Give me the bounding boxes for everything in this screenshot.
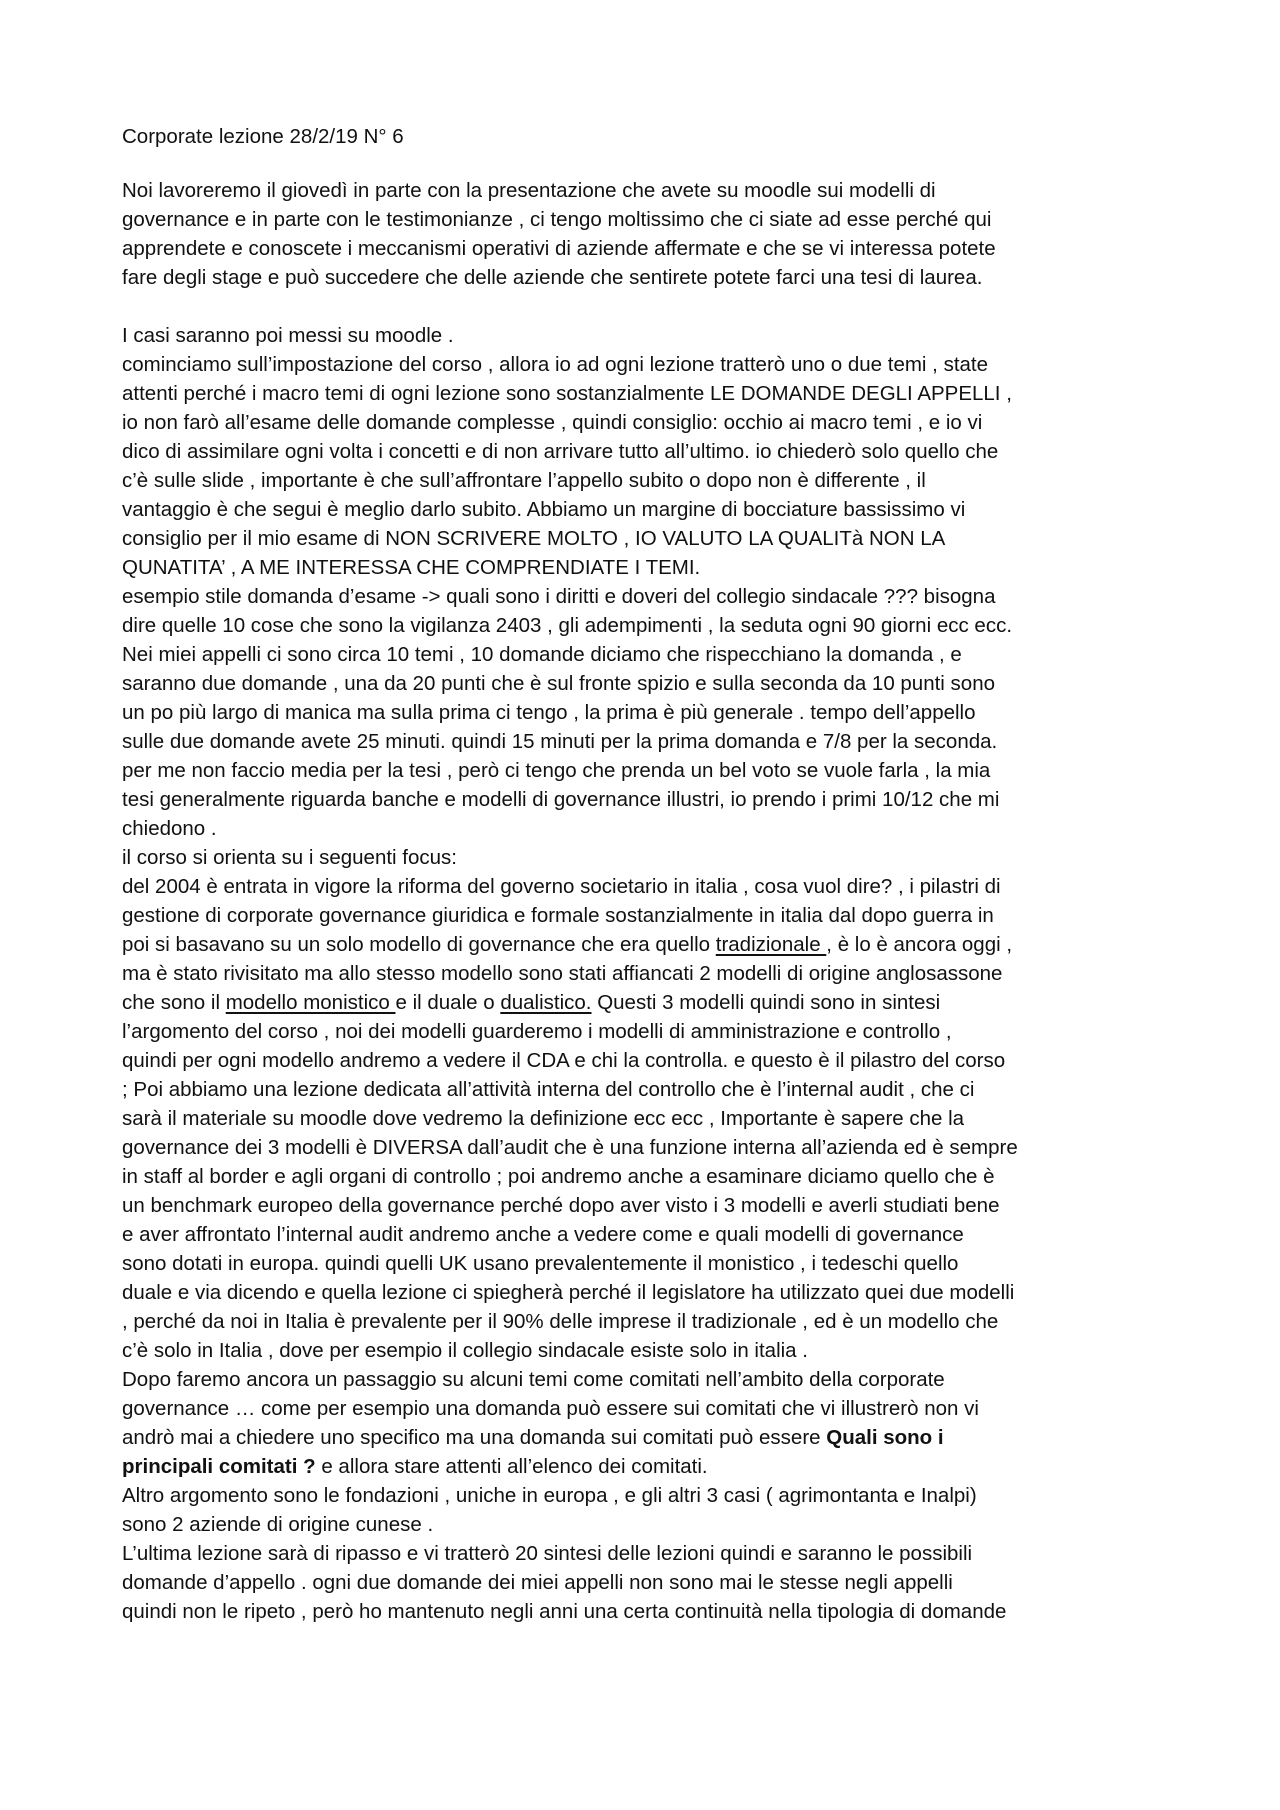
text-line bbox=[122, 379, 1182, 408]
text-line bbox=[122, 234, 1182, 263]
text-line bbox=[122, 640, 1182, 669]
text-run: dire quelle 10 cose che sono la vigilanza 2403 , gli adempimenti , la seduta ogni 90 giorni ecc ecc. bbox=[122, 614, 1013, 637]
text-run: attenti perché i macro temi di ogni lezione sono sostanzialmente LE DOMANDE DEGLI APPELLI , bbox=[122, 382, 1012, 405]
paragraph bbox=[122, 321, 1182, 1626]
text-line bbox=[122, 553, 1182, 582]
text-run: e aver affrontato l’internal audit andremo anche a vedere come e quali modelli di governance bbox=[122, 1223, 964, 1246]
text-line bbox=[122, 1510, 1182, 1539]
text-line bbox=[122, 321, 1182, 350]
text-line bbox=[122, 495, 1182, 524]
text-run: governance dei 3 modelli è DIVERSA dall’audit che è una funzione interna all’azienda ed è sempre bbox=[122, 1136, 1018, 1159]
text-run: sono dotati in europa. quindi quelli UK usano prevalentemente il monistico , i tedeschi quello bbox=[122, 1252, 959, 1275]
text-run: cominciamo sull’impostazione del corso , allora io ad ogni lezione tratterò uno o due temi , state bbox=[122, 353, 989, 376]
text-line bbox=[122, 1597, 1182, 1626]
text-run: sulle due domande avete 25 minuti. quindi 15 minuti per la prima domanda e 7/8 per la seconda. bbox=[122, 730, 998, 753]
text-run: consiglio per il mio esame di NON SCRIVERE MOLTO , IO VALUTO LA QUALITà NON LA bbox=[122, 527, 946, 550]
text-line bbox=[122, 263, 1182, 292]
underlined-text: dualistico. bbox=[500, 991, 592, 1014]
text-line bbox=[122, 1568, 1182, 1597]
text-run: , perché da noi in Italia è prevalente per il 90% delle imprese il tradizionale , ed è un modello che bbox=[122, 1310, 999, 1333]
text-run: governance e in parte con le testimonianze , ci tengo moltissimo che ci siate ad esse perché qui bbox=[122, 208, 992, 231]
text-run: Questi 3 modelli quindi sono in sintesi bbox=[591, 991, 941, 1014]
text-run: c’è solo in Italia , dove per esempio il collegio sindacale esiste solo in italia . bbox=[122, 1339, 808, 1362]
text-line bbox=[122, 988, 1182, 1017]
text-run: ; Poi abbiamo una lezione dedicata all’attività interna del controllo che è l’internal audit , che ci bbox=[122, 1078, 975, 1101]
text-line bbox=[122, 1017, 1182, 1046]
text-run: quindi non le ripeto , però ho mantenuto negli anni una certa continuità nella tipologia di domande bbox=[122, 1600, 1007, 1623]
text-run: fare degli stage e può succedere che delle aziende che sentirete potete farci una tesi di laurea. bbox=[122, 266, 983, 289]
text-line bbox=[122, 959, 1182, 988]
text-line bbox=[122, 350, 1182, 379]
text-run: domande d’appello . ogni due domande dei miei appelli non sono mai le stesse negli appelli bbox=[122, 1571, 953, 1594]
text-line bbox=[122, 756, 1182, 785]
text-line bbox=[122, 1220, 1182, 1249]
text-line bbox=[122, 1452, 1182, 1481]
text-line bbox=[122, 1278, 1182, 1307]
text-line bbox=[122, 843, 1182, 872]
text-run: io non farò all’esame delle domande complesse , quindi consiglio: occhio ai macro temi , e io vi bbox=[122, 411, 983, 434]
text-run: poi si basavano su un solo modello di governance che era quello bbox=[122, 933, 716, 956]
text-run: vantaggio è che segui è meglio darlo subito. Abbiamo un margine di bocciature bassissimo vi bbox=[122, 498, 966, 521]
text-run: che sono il bbox=[122, 991, 226, 1014]
text-run: Altro argomento sono le fondazioni , uniche in europa , e gli altri 3 casi ( agrimontanta e Inalpi) bbox=[122, 1484, 977, 1507]
text-run: governance … come per esempio una domanda può essere sui comitati che vi illustrerò non vi bbox=[122, 1397, 979, 1420]
text-run: del 2004 è entrata in vigore la riforma del governo societario in italia , cosa vuol dire? , i pilastri di bbox=[122, 875, 1001, 898]
text-run: ma è stato rivisitato ma allo stesso modello sono stati affiancati 2 modelli di origine anglosassone bbox=[122, 962, 1003, 985]
paragraph bbox=[122, 176, 1182, 292]
underlined-text: modello monistico bbox=[225, 991, 396, 1014]
text-run: per me non faccio media per la tesi , però ci tengo che prenda un bel voto se vuole farla , la mia bbox=[122, 759, 991, 782]
text-run: l’argomento del corso , noi dei modelli guarderemo i modelli di amministrazione e controllo , bbox=[122, 1020, 952, 1043]
text-run: il corso si orienta su i seguenti focus: bbox=[122, 846, 457, 869]
text-line bbox=[122, 669, 1182, 698]
text-run: un benchmark europeo della governance perché dopo aver visto i 3 modelli e averli studiati bene bbox=[122, 1194, 1000, 1217]
underlined-text: tradizionale bbox=[715, 933, 827, 956]
text-line bbox=[122, 524, 1182, 553]
text-run: e allora stare attenti all’elenco dei comitati. bbox=[315, 1455, 708, 1478]
text-line bbox=[122, 872, 1182, 901]
text-line bbox=[122, 1394, 1182, 1423]
text-run: c’è sulle slide , importante è che sull’affrontare l’appello subito o dopo non è differente , il bbox=[122, 469, 926, 492]
text-line bbox=[122, 1481, 1182, 1510]
text-line bbox=[122, 1162, 1182, 1191]
text-line bbox=[122, 698, 1182, 727]
document-page bbox=[122, 122, 1182, 1626]
document-body bbox=[122, 176, 1182, 1626]
text-run: e il duale o bbox=[395, 991, 501, 1014]
text-run: andrò mai a chiedere uno specifico ma una domanda sui comitati può essere bbox=[122, 1426, 827, 1449]
text-line bbox=[122, 901, 1182, 930]
text-run: sarà il materiale su moodle dove vedremo la definizione ecc ecc , Importante è sapere che la bbox=[122, 1107, 965, 1130]
text-line bbox=[122, 582, 1182, 611]
text-run: in staff al border e agli organi di controllo ; poi andremo anche a esaminare diciamo quello che è bbox=[122, 1165, 995, 1188]
text-line bbox=[122, 1307, 1182, 1336]
text-line bbox=[122, 466, 1182, 495]
text-run: Noi lavoreremo il giovedì in parte con la presentazione che avete su moodle sui modelli di bbox=[122, 179, 936, 202]
text-line bbox=[122, 1539, 1182, 1568]
text-line bbox=[122, 1046, 1182, 1075]
text-line bbox=[122, 1075, 1182, 1104]
text-run: apprendete e conoscete i meccanismi operativi di aziende affermate e che se vi interessa potete bbox=[122, 237, 996, 260]
text-line bbox=[122, 1423, 1182, 1452]
text-line bbox=[122, 437, 1182, 466]
text-line bbox=[122, 205, 1182, 234]
text-run: saranno due domande , una da 20 punti che è sul fronte spizio e sulla seconda da 10 punti sono bbox=[122, 672, 996, 695]
text-run: L’ultima lezione sarà di ripasso e vi tratterò 20 sintesi delle lezioni quindi e saranno le possibili bbox=[122, 1542, 973, 1565]
bold-text: Quali sono i bbox=[826, 1426, 944, 1449]
text-line bbox=[122, 176, 1182, 205]
bold-text: principali comitati ? bbox=[122, 1455, 316, 1478]
text-run: gestione di corporate governance giuridica e formale sostanzialmente in italia dal dopo guerra in bbox=[122, 904, 994, 927]
text-line bbox=[122, 408, 1182, 437]
text-run: Nei miei appelli ci sono circa 10 temi , 10 domande diciamo che rispecchiano la domanda , e bbox=[122, 643, 962, 666]
text-line bbox=[122, 611, 1182, 640]
text-line bbox=[122, 1104, 1182, 1133]
paragraph-gap bbox=[122, 292, 1182, 321]
text-run: chiedono . bbox=[122, 817, 217, 840]
text-run: I casi saranno poi messi su moodle . bbox=[122, 324, 454, 347]
text-run: un po più largo di manica ma sulla prima ci tengo , la prima è più generale . tempo dell’appello bbox=[122, 701, 976, 724]
text-line bbox=[122, 1249, 1182, 1278]
text-line bbox=[122, 1133, 1182, 1162]
text-line bbox=[122, 727, 1182, 756]
text-line bbox=[122, 1191, 1182, 1220]
text-line bbox=[122, 930, 1182, 959]
text-line bbox=[122, 814, 1182, 843]
text-line bbox=[122, 1336, 1182, 1365]
text-line bbox=[122, 785, 1182, 814]
text-run: quindi per ogni modello andremo a vedere il CDA e chi la controlla. e questo è il pilastro del corso bbox=[122, 1049, 1006, 1072]
text-run: Dopo faremo ancora un passaggio su alcuni temi come comitati nell’ambito della corporate bbox=[122, 1368, 945, 1391]
text-run: , è lo è ancora oggi , bbox=[826, 933, 1013, 956]
text-run: duale e via dicendo e quella lezione ci spiegherà perché il legislatore ha utilizzato quei due modelli bbox=[122, 1281, 1015, 1304]
text-run: tesi generalmente riguarda banche e modelli di governance illustri, io prendo i primi 10/12 che mi bbox=[122, 788, 1000, 811]
text-run: dico di assimilare ogni volta i concetti e di non arrivare tutto all’ultimo. io chiederò solo quello che bbox=[122, 440, 999, 463]
text-run: sono 2 aziende di origine cunese . bbox=[122, 1513, 434, 1536]
text-run: esempio stile domanda d’esame -> quali sono i diritti e doveri del collegio sindacale ??? bisogna bbox=[122, 585, 996, 608]
page-title: Corporate lezione 28/2/19 N° 6 bbox=[122, 125, 404, 148]
text-run: QUNATITA’ , A ME INTERESSA CHE COMPRENDIATE I TEMI. bbox=[122, 556, 701, 579]
text-line bbox=[122, 1365, 1182, 1394]
